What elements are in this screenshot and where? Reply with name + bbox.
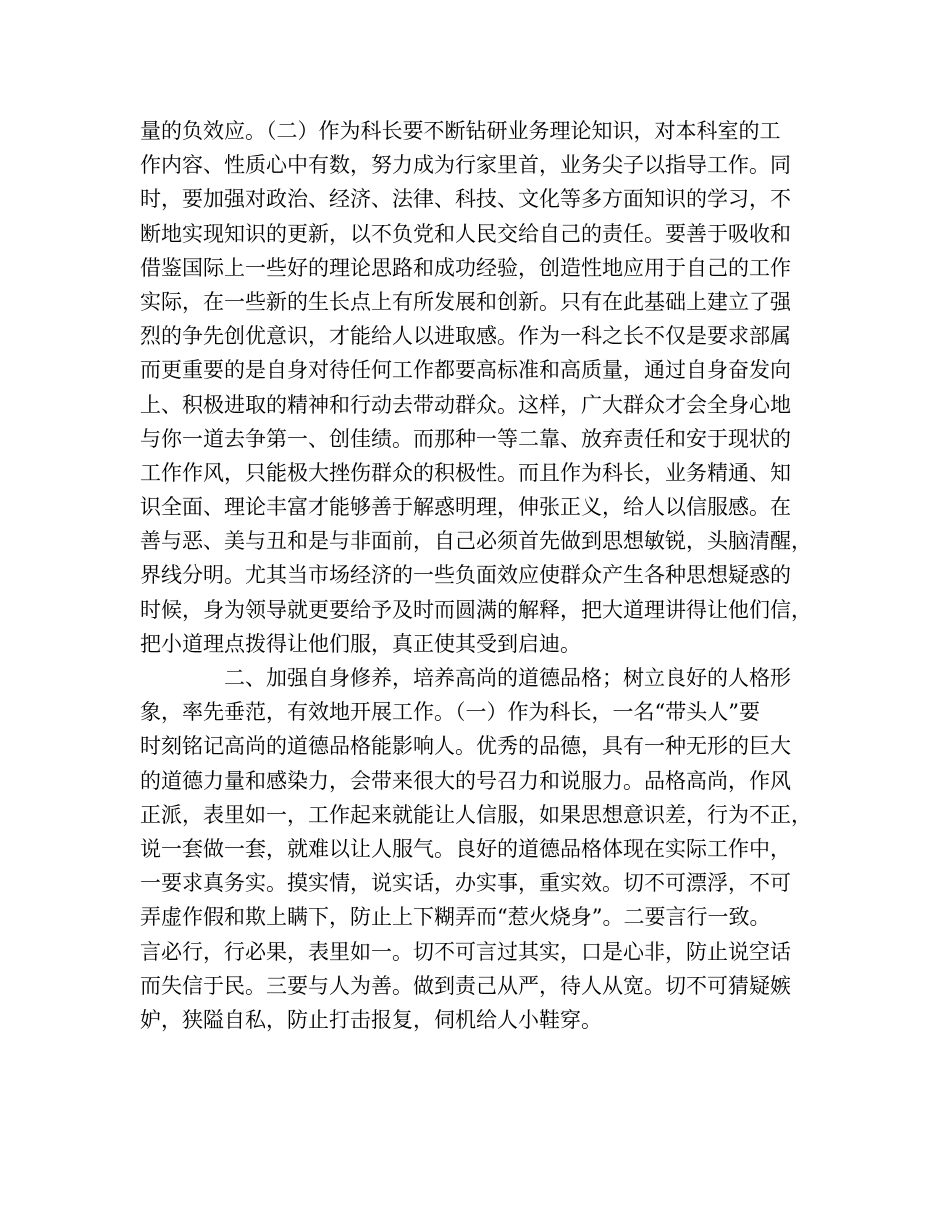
text-line: 烈的争先创优意识，才能给人以进取感。作为一科之长不仅是要求部属 bbox=[140, 324, 791, 349]
text-line: 正派，表里如一，工作起来就能让人信服，如果思想意识差，行为不正， bbox=[140, 802, 812, 827]
text-line: 弄虚作假和欺上瞒下，防止上下糊弄而“惹火烧身”。二要言行一致。 bbox=[140, 905, 771, 930]
text-line: 量的负效应。（二）作为科长要不断钻研业务理论知识，对本科室的工 bbox=[140, 119, 781, 143]
text-line: 断地实现知识的更新，以不负党和人民交给自己的责任。要善于吸收和 bbox=[140, 221, 791, 246]
text-line: 界线分明。尤其当市场经济的一些负面效应使群众产生各种思想疑惑的 bbox=[140, 563, 791, 588]
text-line: 言必行，行必果，表里如一。切不可言过其实，口是心非，防止说空话 bbox=[140, 939, 791, 964]
text-line: 妒，狭隘自私，防止打击报复，伺机给人小鞋穿。 bbox=[140, 1007, 602, 1032]
section-heading-line: 二、加强自身修养，培养高尚的道德品格；树立良好的人格形 bbox=[224, 666, 791, 690]
text-line: 借鉴国际上一些好的理论思路和成功经验，创造性地应用于自己的工作 bbox=[140, 255, 791, 280]
text-line: 实际，在一些新的生长点上有所发展和创新。只有在此基础上建立了强 bbox=[140, 289, 791, 314]
text-line: 时，要加强对政治、经济、法律、科技、文化等多方面知识的学习，不 bbox=[140, 187, 791, 212]
text-line: 识全面、理论丰富才能够善于解惑明理，伸张正义，给人以信服感。在 bbox=[140, 495, 791, 520]
text-line: 时刻铭记高尚的道德品格能影响人。优秀的品德，具有一种无形的巨大 bbox=[140, 734, 791, 759]
text-line: 善与恶、美与丑和是与非面前，自己必须首先做到思想敏锐，头脑清醒， bbox=[140, 529, 812, 554]
text-line: 而失信于民。三要与人为善。做到责己从严，待人从宽。切不可猜疑嫉 bbox=[140, 973, 791, 998]
text-line: 把小道理点拨得让他们服，真正使其受到启迪。 bbox=[140, 631, 581, 656]
text-line: 而更重要的是自身对待任何工作都要高标准和高质量，通过自身奋发向 bbox=[140, 358, 791, 383]
text-line: 与你一道去争第一、创佳绩。而那种一等二靠、放弃责任和安于现状的 bbox=[140, 426, 791, 451]
text-line: 说一套做一套，就难以让人服气。良好的道德品格体现在实际工作中， bbox=[140, 836, 791, 861]
text-line: 时候，身为领导就更要给予及时而圆满的解释，把大道理讲得让他们信， bbox=[140, 597, 812, 622]
text-line: 象，率先垂范，有效地开展工作。（一）作为科长，一名“带头人”要 bbox=[140, 700, 760, 725]
text-line: 工作作风，只能极大挫伤群众的积极性。而且作为科长，业务精通、知 bbox=[140, 460, 791, 485]
text-line: 上、积极进取的精神和行动去带动群众。这样，广大群众才会全身心地 bbox=[140, 392, 791, 417]
text-line: 的道德力量和感染力，会带来很大的号召力和说服力。品格高尚，作风 bbox=[140, 768, 791, 793]
text-line: 一要求真务实。摸实情，说实话，办实事，重实效。切不可漂浮，不可 bbox=[140, 871, 791, 896]
document-body bbox=[140, 114, 820, 1037]
text-line: 作内容、性质心中有数，努力成为行家里首，业务尖子以指导工作。同 bbox=[140, 153, 791, 178]
